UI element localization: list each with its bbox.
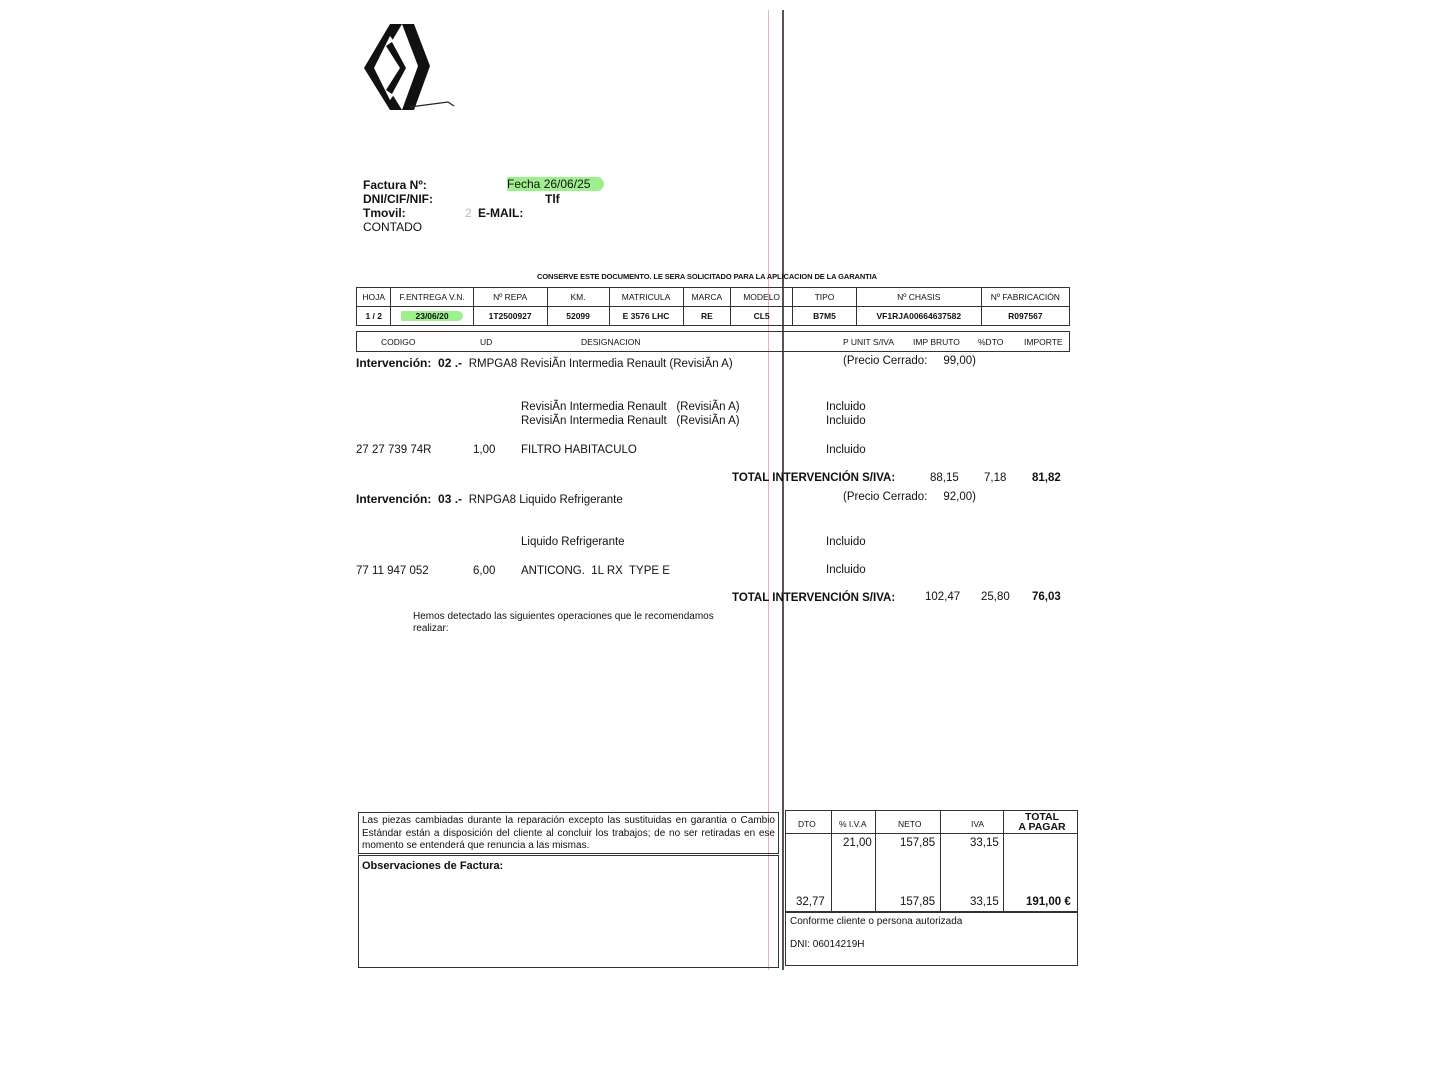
dni-label: DNI/CIF/NIF:	[363, 192, 433, 206]
email-label: E-MAIL:	[478, 206, 524, 220]
col-hoja: HOJA	[357, 288, 391, 307]
mobile-label: Tmovil:	[363, 206, 406, 220]
line-item-status: Incluido	[826, 444, 866, 456]
totals-divider	[875, 811, 876, 911]
line-item-qty: 1,00	[473, 444, 496, 456]
signature-dni: DNI: 06014219H	[790, 939, 865, 950]
intervention-03-heading: Intervención: 03 .- RNPGA8 Liquido Refrigerante	[356, 492, 623, 506]
col-punit: P UNIT S/IVA	[843, 337, 895, 347]
vehicle-table-values	[357, 307, 1070, 326]
totals-summary-dto: 32,77	[796, 896, 825, 908]
line-item-code: 77 11 947 052	[356, 565, 429, 577]
invoice-date: Fecha 26/06/25	[507, 177, 604, 191]
totals-summary-iva: 33,15	[970, 896, 999, 908]
totals-neto: 157,85	[900, 837, 936, 849]
totals-header	[786, 811, 1077, 834]
line-item-designation: FILTRO HABITACULO	[521, 444, 637, 456]
line-item-qty: 6,00	[473, 565, 496, 577]
col-marca: MARCA	[683, 288, 731, 307]
col-repa: Nº REPA	[473, 288, 547, 307]
intervention-03-total-dto: 25,80	[981, 591, 1010, 603]
phone-label: Tlf	[545, 192, 560, 206]
totals-col-iva-pct: % I.V.A	[839, 819, 867, 829]
intervention-03-total-bruto: 102,47	[925, 591, 961, 603]
line-item-status: Incluido	[826, 401, 866, 413]
intervention-02-total-label: TOTAL INTERVENCIÓN S/IVA:	[732, 472, 896, 484]
intervention-02-total-bruto: 88,15	[930, 472, 959, 484]
intervention-02-total-dto: 7,18	[984, 472, 1007, 484]
col-codigo: CODIGO	[381, 337, 416, 347]
totals-divider	[1003, 811, 1004, 911]
signature-box	[785, 912, 1078, 966]
totals-divider	[831, 811, 832, 911]
payment-method: CONTADO	[363, 220, 423, 234]
totals-col-iva: IVA	[971, 819, 985, 829]
val-hoja: 1 / 2	[357, 307, 391, 326]
totals-col-dto: DTO	[798, 819, 816, 829]
vehicle-table	[356, 287, 1070, 326]
col-impbruto: IMP BRUTO	[913, 337, 960, 347]
mobile-value-partial: 2	[465, 206, 472, 220]
col-designacion: DESIGNACION	[581, 337, 641, 347]
col-km: KM.	[547, 288, 609, 307]
val-tipo: B7M5	[793, 307, 857, 326]
signature-label: Conforme cliente o persona autorizada	[790, 916, 963, 927]
col-fabricacion: Nº FABRICACIÓN	[981, 288, 1069, 307]
line-item-designation: RevisiÃn Intermedia Renault (RevisiÃn A)	[521, 415, 740, 427]
col-matricula: MATRICULA	[609, 288, 683, 307]
renault-logo-icon	[362, 22, 472, 114]
line-item-status: Incluido	[826, 536, 866, 548]
legal-notice-text: Las piezas cambiadas durante la reparación excepto las sustituidas en garantia o Cambio Estándar están a disposición del cliente al concluir los trabajos; de no ser retiradas en ese momento se entenderá que renuncia a las mismas.	[362, 815, 775, 851]
recommendation-text: Hemos detectado las siguientes operaciones que le recomendamos realizar:	[413, 611, 714, 634]
observations-box	[358, 855, 779, 968]
line-item-designation: Liquido Refrigerante	[521, 536, 625, 548]
intervention-03-closed-price: (Precio Cerrado: 92,00)	[843, 491, 976, 503]
line-items-header	[356, 331, 1070, 352]
line-item-status: Incluido	[826, 564, 866, 576]
vehicle-table-header	[357, 288, 1070, 307]
intervention-03-total-importe: 76,03	[1032, 591, 1061, 603]
line-item-code: 27 27 739 74R	[356, 444, 432, 456]
col-modelo: MODELO	[731, 288, 793, 307]
totals-iva: 33,15	[970, 837, 999, 849]
val-marca: RE	[683, 307, 731, 326]
val-repa: 1T2500927	[473, 307, 547, 326]
intervention-02-closed-price: (Precio Cerrado: 99,00)	[843, 355, 976, 367]
col-chasis: Nº CHASIS	[856, 288, 981, 307]
totals-col-total: TOTAL A PAGAR	[1018, 811, 1066, 833]
val-entrega: 23/06/20	[391, 307, 473, 326]
totals-summary-neto: 157,85	[900, 896, 936, 908]
val-chasis: VF1RJA00664637582	[856, 307, 981, 326]
observations-label: Observaciones de Factura:	[362, 860, 504, 872]
col-importe: IMPORTE	[1024, 337, 1063, 347]
val-modelo: CL5	[731, 307, 793, 326]
val-matricula: E 3576 LHC	[609, 307, 683, 326]
totals-table	[785, 810, 1078, 912]
val-fabricacion: R097567	[981, 307, 1069, 326]
scan-fold-line-dark	[782, 10, 784, 970]
col-ud: UD	[480, 337, 493, 347]
legal-notice-box	[358, 812, 779, 854]
totals-col-neto: NETO	[898, 819, 922, 829]
col-entrega: F.ENTREGA V.N.	[391, 288, 473, 307]
intervention-03-total-label: TOTAL INTERVENCIÓN S/IVA:	[732, 592, 896, 604]
val-km: 52099	[547, 307, 609, 326]
line-item-status: Incluido	[826, 415, 866, 427]
intervention-02-total-importe: 81,82	[1032, 472, 1061, 484]
invoice-number-label: Factura Nº:	[363, 178, 427, 192]
totals-divider	[940, 811, 941, 911]
totals-iva-pct: 21,00	[843, 837, 872, 849]
line-item-designation: ANTICONG. 1L RX TYPE E	[521, 565, 670, 577]
warranty-notice: CONSERVE ESTE DOCUMENTO. LE SERA SOLICITADO PARA LA APLICACION DE LA GARANTIA	[537, 272, 877, 281]
col-dto: %DTO	[978, 337, 1004, 347]
col-tipo: TIPO	[793, 288, 857, 307]
line-item-designation: RevisiÃn Intermedia Renault (RevisiÃn A)	[521, 401, 740, 413]
intervention-02-heading: Intervención: 02 .- RMPGA8 RevisiÃn Intermedia Renault (RevisiÃn A)	[356, 356, 733, 370]
total-to-pay: 191,00 €	[1026, 896, 1071, 908]
